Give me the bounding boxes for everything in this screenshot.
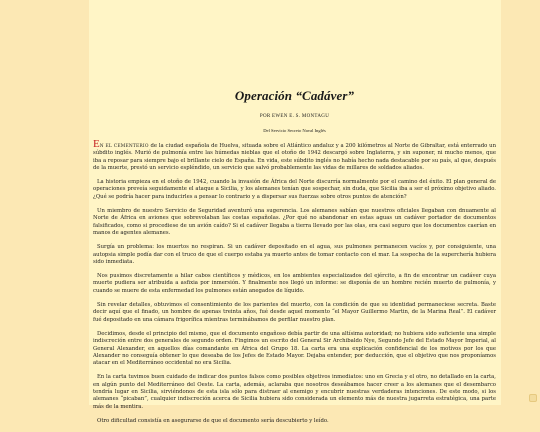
paragraph-9: Otro dificultad consistía en asegurarse de que el documento sería descubierto y leído. [97, 417, 329, 424]
paragraph-5: Nos pusimos discretamente a hilar cabos científicos y médicos, en los ambientes especializados del ejército, a fin de encontrar un cadáver cuya muerte pudiera ser atribuida a asfixia por inmersión. Y finalmente nos llegó un informe: se disponía de un hombre recién muerto de pulmonía, y cuando se muere de esta enfermedad los pulmones están anegados de líquido. [93, 273, 496, 294]
scroll-corner[interactable] [529, 394, 537, 402]
paragraph-4: Surgía un problema: los muertos no respiran. Si un cadáver depositado en el agua, sus pulmones permanecen vacíos y, por consiguiente, una autopsia simple podía dar con el truco de que el cuerpo estaba ya muerto antes de tomar contacto con el mar. La sospecha de la superchería hubiera sido inmediata. [93, 244, 496, 265]
drop-cap: E [93, 138, 100, 150]
article-byline: POR EWEN E. S. MONTAGU [259, 114, 330, 119]
paragraph-2: La historia empieza en el otoño de 1942, cuando la invasión de África del Norte discurría normalmente por el camino del éxito. El plan general de operaciones preveía seguidamente el ataque a Sicilia, y los alemanes tenían que sospechar, sin duda, que Sicilia iba a ser el próximo objetivo aliado. ¿Qué se podría hacer para inducirles a pensar lo contrario y a dispersar sus fuerzas sobre otros puntos de atención? [93, 179, 496, 200]
paragraph-1-text: de la ciudad española de Huelva, situada sobre el Atlántico andaluz y a 200 kilómetros al Norte de Gibraltar, está enterrado un súbdito inglés. Murió de pulmonía entre las húmedas nieblas que el otoño de 1942 descargó sobre Inglaterra, y sin suponer, ni mucho menos, que iba a reposar para siempre bajo el brillante cielo de España. En vida, este súbdito inglés no había hecho nada destacable por su país, al que, después de la muerte, prestó un servicio espléndido, un servicio que salvó probablemente las vidas de millares de soldados aliados. [93, 143, 496, 171]
article-title: Operación “Cadáver” [234, 88, 355, 103]
article-body [93, 88, 496, 432]
paragraph-8: En la carta tuvimos buen cuidado de indicar dos puntos falsos como posibles objetivos inmediatos: uno en Grecia y el otro, no detallado en la carta, en algún punto del Mediterráneo del Oeste. La carta, además, aclaraba que nosotros deseábamos hacer creer a los alemanes que el desembarco tendría lugar en Sicilia, sirviéndonos de esta isla sólo para distraer al enemigo y encubrir nuestras verdaderas intenciones. De este modo, si los alemanes “picaban”, cualquier indiscreción acerca de Sicilia hubiera sido considerada un elemento más de nuestra jugarreta estratégica, una parte más de la mentira. [93, 374, 496, 410]
paragraph-6: Sin revelar detalles, obtuvimos el consentimiento de los parientes del muerto, con la condición de que su identidad permaneciese secreta. Baste decir aquí que el finado, un hombre de apenas treinta años, fué desde aquel momento “el Mayor Guillermo Martin, de la Marina Real”. El cadáver fué depositado en una cámara frigorífica mientras terminábamos de perfilar nuestro plan. [93, 302, 496, 323]
lead-in: N EL CEMENTERIO [99, 144, 149, 149]
paragraph-1 [93, 138, 496, 172]
paragraph-7: Decidimos, desde el principio del mismo, que el documento engañoso debía partir de una altísima autoridad; no hubiera sido suficiente una simple indiscreción entre dos generales de segundo orden. Fingimos un escrito del General Sir Archibaldo Nye, Segundo Jefe del Estado Mayor Imperial, al General Alexander, en aquellos días comandante en África del Grupo 18. La carta era una explicación confidencial de los motivos por los que Alexander no conseguía obtener lo que deseaba de los Jefes de Estado Mayor. Dejaba entender, por deducción, que el objetivo que nos proponíamos atacar en el Mediterráneo occidental no era Sicilia. [93, 330, 496, 367]
paragraph-3: Un miembro de nuestro Servicio de Seguridad aventuró una sugerencia. Los alemanes sabían que nuestros oficiales llegaban con dnuamente al Norte de África en aviones que sobrevolaban las costas españolas. ¿Por qué no abandonar en estas aguas un cadáver portador de documentos falsificados, como si procediese de un avión caído? Si el cadáver llegaba a tierra llevado por las olas, era casi seguro que los documentos caerían en manos de agentes alemanes. [93, 208, 496, 236]
article-affiliation: Del Servicio Secreto Naval Inglés [263, 128, 326, 133]
article-page [89, 0, 501, 424]
